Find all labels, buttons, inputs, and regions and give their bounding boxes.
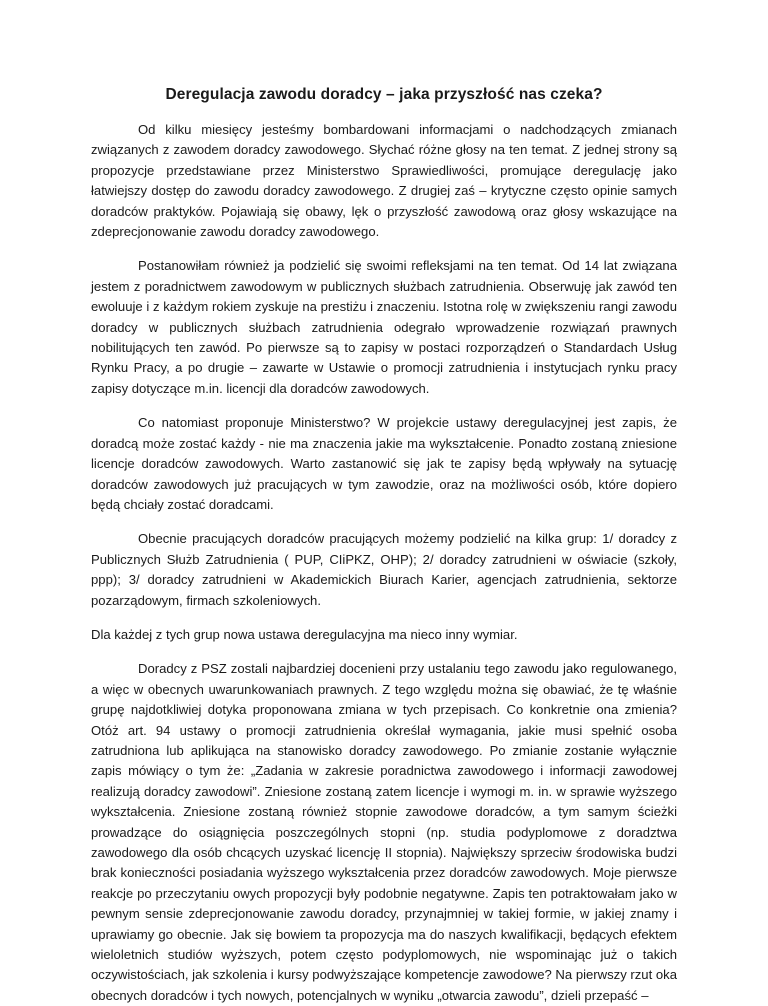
paragraph-psz-counselors: Doradcy z PSZ zostali najbardziej docenieni przy ustalaniu tego zawodu jako regulowanego, a więc w obecnych uwarunkowaniach prawnych. Z tego względu można się obawiać, że tę właśnie grupę najdotkliwiej dotyka proponowana zmiana w tych przepisach. Co konkretnie ona zmienia? Otóż art. 94 ustawy o promocji zatrudnienia określał wymagania, jakie musi spełnić osoba zatrudniona lub aplikująca na stanowisko doradcy zawodowego. Po zmianie zostanie wyłącznie zapis mówiący o tym że: „Zadania w zakresie poradnictwa zawodowego i informacji zawodowej realizują doradcy zawodowi”. Zniesione zostaną zatem licencje i wymogi m. in. w sprawie wyższego wykształcenia. Zniesione zostaną również stopnie zawodowe doradców, a tym samym ścieżki prowadzące do osiągnięcia poszczególnych stopni (np. studia podyplomowe z doradztwa zawodowego dla osób chcących uzyskać licencję II stopnia). Największy sprzeciw środowiska budzi brak konieczności posiadania wyższego wykształcenia przez doradców zawodowych. Moje pierwsze reakcje po przeczytaniu owych propozycji były podobnie negatywne. Zapis ten potraktowałam jako w pewnym sensie zdeprecjonowanie zawodu doradcy, przynajmniej w takiej formie, w jakiej znamy i uprawiamy go obecnie. Jak się bowiem ta propozycja ma do naszych kwalifikacji, będących efektem wieloletnich studiów wyższych, potem często podyplomowych, nie wspominając już o takich oczywistościach, jak szkolenia i kursy podwyższające kompetencje zawodowe? Na pierwszy rzut oka obecnych doradców i tych nowych, potencjalnych w wyniku „otwarcia zawodu”, dzieli przepaść –	[91, 661, 677, 1003]
document-title: Deregulacja zawodu doradcy – jaka przyszłość nas czeka?	[165, 86, 603, 103]
paragraph-ministry-proposal: Co natomiast proponuje Ministerstwo? W projekcie ustawy deregulacyjnej jest zapis, że doradcą może zostać każdy - nie ma znaczenia jakie ma wykształcenie. Ponadto zostaną zniesione licencje doradców zawodowych. Warto zastanowić się jak te zapisy będą wpływały na sytuację doradców zawodowych już pracujących w tym zawodzie, oraz na możliwości osób, które dopiero będą chciały zostać doradcami.	[91, 415, 677, 512]
paragraph-intro: Od kilku miesięcy jesteśmy bombardowani informacjami o nadchodzących zmianach związanych z zawodem doradcy zawodowego. Słychać różne głosy na ten temat. Z jednej strony są propozycje przedstawiane przez Ministerstwo Sprawiedliwości, promujące deregulację jako łatwiejszy dostęp do zawodu doradcy zawodowego. Z drugiej zaś – krytyczne często opinie samych doradców praktyków. Pojawiają się obawy, lęk o przyszłość zawodową oraz głosy wskazujące na zdeprecjonowanie zawodu doradcy zawodowego.	[91, 122, 677, 240]
paragraph-reflections: Postanowiłam również ja podzielić się swoimi refleksjami na ten temat. Od 14 lat związana jestem z poradnictwem zawodowym w publicznych służbach zatrudnienia. Obserwuję jak zawód ten ewoluuje i z każdym rokiem zyskuje na prestiżu i znaczeniu. Istotna rolę w zwiększeniu rangi zawodu doradcy w publicznych służbach zatrudnienia odegrało wprowadzenie rozwiązań prawnych nobilitujących ten zawód. Po pierwsze są to zapisy w postaci rozporządzeń o Standardach Usług Rynku Pracy, a po drugie – zawarte w Ustawie o promocji zatrudnienia i instytucjach rynku pracy zapisy dotyczące m.in. licencji dla doradców zawodowych.	[91, 258, 677, 396]
document-page	[91, 0, 677, 1006]
paragraph-each-group: Dla każdej z tych grup nowa ustawa deregulacyjna ma nieco inny wymiar.	[91, 626, 518, 642]
paragraph-counselor-groups: Obecnie pracujących doradców pracujących możemy podzielić na kilka grup: 1/ doradcy z Publicznych Służb Zatrudnienia ( PUP, CIiPKZ, OHP); 2/ doradcy zatrudnieni w oświacie (szkoły, ppp); 3/ doradcy zatrudnieni w Akademickich Biurach Karier, agencjach zatrudnienia, sektorze pozarządowym, firmach szkoleniowych.	[91, 531, 677, 608]
